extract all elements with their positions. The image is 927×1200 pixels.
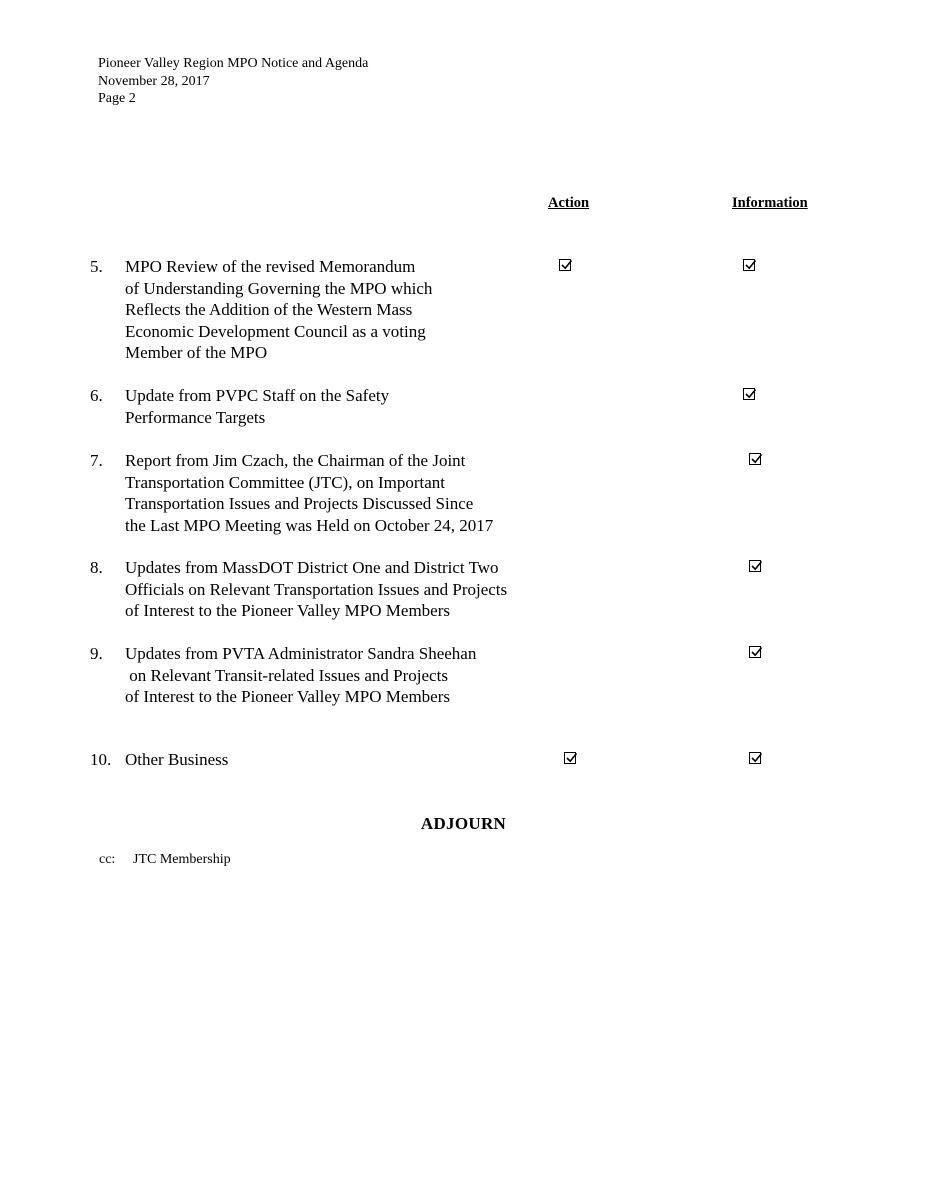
information-checkbox-checked-icon [743, 259, 755, 271]
agenda-item-text: Report from Jim Czach, the Chairman of the Joint Transportation Committee (JTC), on Important Transportation Issues and Projects Discussed Since the Last MPO Meeting was Held on October 24, 2017 [125, 451, 494, 535]
adjourn-heading: ADJOURN [420, 814, 507, 833]
cc-line [99, 852, 231, 868]
cc-label: cc: [99, 852, 116, 867]
information-checkbox-checked-icon [743, 388, 755, 400]
agenda-item-number: 9. [90, 644, 103, 663]
header-date: November 28, 2017 [98, 73, 210, 89]
action-checkbox-checked-icon [564, 752, 576, 764]
action-checkbox-checked-icon [559, 259, 571, 271]
document-header [98, 55, 368, 108]
agenda-item-text: Other Business [125, 750, 229, 769]
information-checkbox-checked-icon [749, 453, 761, 465]
column-header-action: Action [548, 195, 590, 211]
information-checkbox-checked-icon [749, 646, 761, 658]
agenda-item-number: 5. [90, 257, 103, 276]
agenda-item-text: Update from PVPC Staff on the Safety Performance Targets [125, 386, 390, 427]
header-title: Pioneer Valley Region MPO Notice and Agenda [98, 56, 369, 71]
header-page-number: Page 2 [98, 91, 136, 106]
information-checkbox-checked-icon [749, 752, 761, 764]
agenda-item-text: MPO Review of the revised Memorandum of Understanding Governing the MPO which Reflects the Addition of the Western Mass Economic Development Council as a voting Member of the MPO [125, 257, 433, 362]
information-checkbox-checked-icon [749, 560, 761, 572]
agenda-item-number: 10. [90, 750, 112, 769]
agenda-item-text: Updates from PVTA Administrator Sandra Sheehan on Relevant Transit-related Issues and Projects of Interest to the Pioneer Valley MPO Members [125, 644, 477, 706]
agenda-item-number: 8. [90, 558, 103, 577]
agenda-item-text: Updates from MassDOT District One and District Two Officials on Relevant Transportation Issues and Projects of Interest to the Pioneer Valley MPO Members [125, 558, 508, 620]
agenda-item-number: 6. [90, 386, 103, 405]
agenda-item-number: 7. [90, 451, 103, 470]
column-header-information: Information [732, 195, 808, 211]
cc-recipients: JTC Membership [133, 852, 231, 867]
